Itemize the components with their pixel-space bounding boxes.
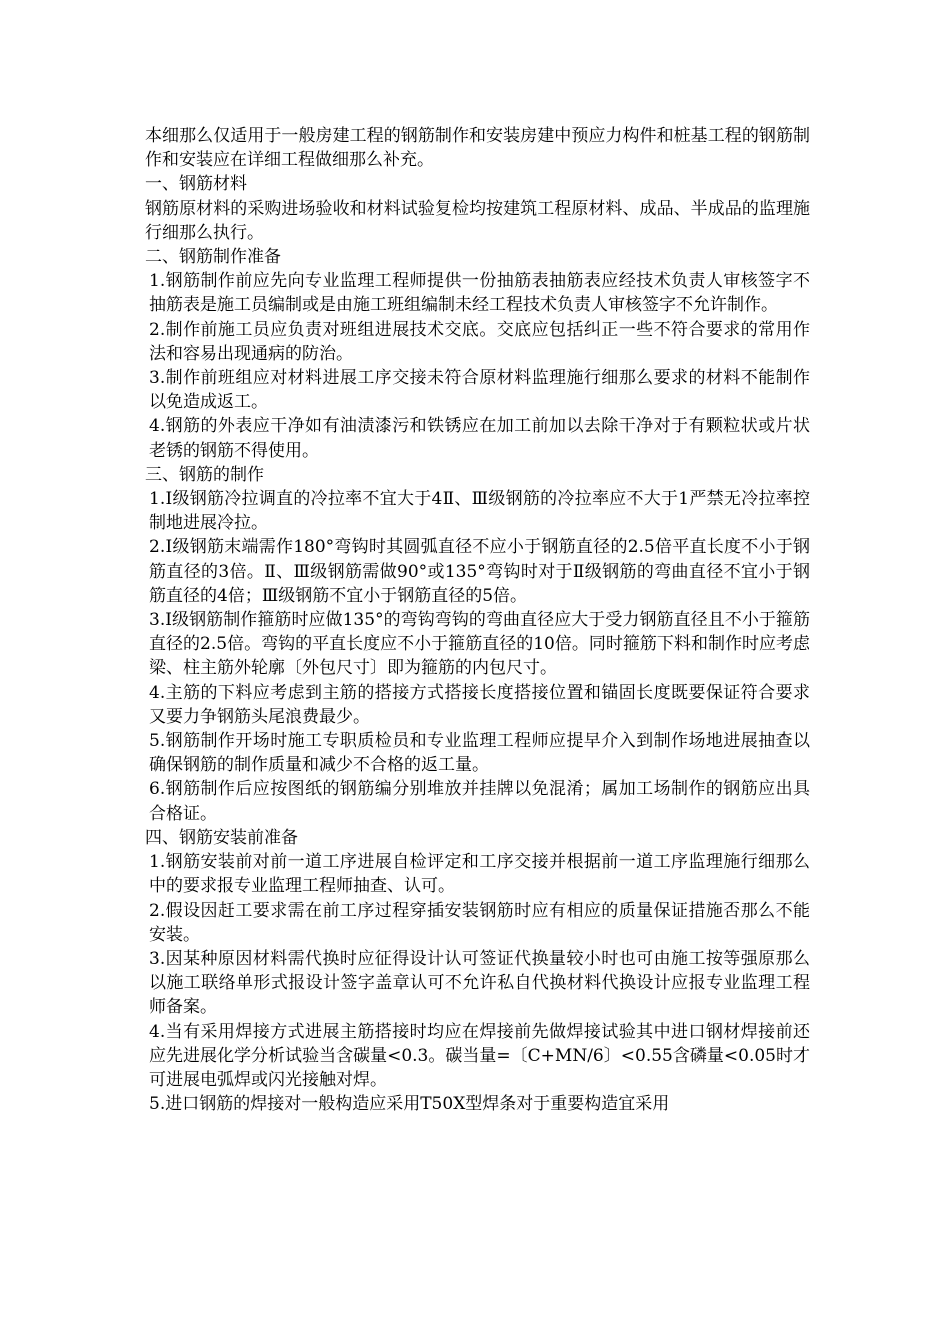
list-item: 1.Ⅰ级钢筋冷拉调直的冷拉率不宜大于4Ⅱ、Ⅲ级钢筋的冷拉率应不大于1严禁无冷拉率控制地进展冷拉。 [149,489,810,534]
list-item: 3.Ⅰ级钢筋制作箍筋时应做135°的弯钩弯钩的弯曲直径应大于受力钢筋直径且不小于箍筋直径的2.5倍。弯钩的平直长度应不小于箍筋直径的10倍。同时箍筋下料和制作时应考虑梁、柱主筋外轮廓〔外包尺寸〕即为箍筋的内包尺寸。 [149,610,810,679]
list-item: 2.Ⅰ级钢筋末端需作180°弯钩时其圆弧直径不应小于钢筋直径的2.5倍平直长度不小于钢筋直径的3倍。Ⅱ、Ⅲ级钢筋需做90°或135°弯钩时对于Ⅱ级钢筋的弯曲直径不宜小于钢筋直径的4倍；Ⅲ级钢筋不宜小于钢筋直径的5倍。 [149,537,810,606]
section-heading-materials: 一、钢筋材料 [145,174,247,195]
list-item: 3.因某种原因材料需代换时应征得设计认可签证代换量较小时也可由施工按等强原那么以施工联络单形式报设计签字盖章认可不允许私自代换材料代换设计应报专业监理工程师备案。 [149,948,810,1018]
list-item: 1.钢筋制作前应先向专业监理工程师提供一份抽筋表抽筋表应经技术负责人审核签字不抽筋表是施工员编制或是由施工班组编制未经工程技术负责人审核签字不允许制作。 [149,271,810,316]
section-heading-preparation: 二、钢筋制作准备 [145,247,281,268]
section-heading-installation-prep: 四、钢筋安装前准备 [145,827,298,848]
list-item: 1.钢筋安装前对前一道工序进展自检评定和工序交接并根据前一道工序监理施行细那么中的要求报专业监理工程师抽查、认可。 [149,852,810,897]
list-item: 5.钢筋制作开场时施工专职质检员和专业监理工程师应提早介入到制作场地进展抽查以确保钢筋的制作质量和减少不合格的返工量。 [149,731,810,776]
list-item: 2.制作前施工员应负责对班组进展技术交底。交底应包括纠正一些不符合要求的常用作法和容易出现通病的防治。 [149,319,810,364]
list-item: 2.假设因赶工要求需在前工序过程穿插安装钢筋时应有相应的质量保证措施否那么不能安装。 [149,900,810,945]
list-item: 5.进口钢筋的焊接对一般构造应采用T50X型焊条对于重要构造宜采用 [149,1094,670,1115]
list-item: 4.钢筋的外表应干净如有油渍漆污和铁锈应在加工前加以去除干净对于有颗粒状或片状老锈的钢筋不得使用。 [149,416,810,461]
section-materials-text: 钢筋原材料的采购进场验收和材料试验复检均按建筑工程原材料、成品、半成品的监理施行细那么执行。 [145,198,810,243]
section-heading-fabrication: 三、钢筋的制作 [145,464,264,485]
document-page [145,124,810,1116]
list-item: 4.当有采用焊接方式进展主筋搭接时均应在焊接前先做焊接试验其中进口钢材焊接前还应先进展化学分析试验当含碳量<0.3。碳当量=〔C+MN/6〕<0.55含磷量<0.05时才可进展电弧焊或闪光接触对焊。 [149,1021,810,1090]
list-item: 6.钢筋制作后应按图纸的钢筋编分别堆放并挂牌以免混淆；属加工场制作的钢筋应出具合格证。 [149,779,810,824]
intro-paragraph: 本细那么仅适用于一般房建工程的钢筋制作和安装房建中预应力构件和桩基工程的钢筋制作和安装应在详细工程做细那么补充。 [145,126,810,171]
list-item: 4.主筋的下料应考虑到主筋的搭接方式搭接长度搭接位置和锚固长度既要保证符合要求又要力争钢筋头尾浪费最少。 [149,682,810,727]
list-item: 3.制作前班组应对材料进展工序交接未符合原材料监理施行细那么要求的材料不能制作以免造成返工。 [149,368,810,413]
